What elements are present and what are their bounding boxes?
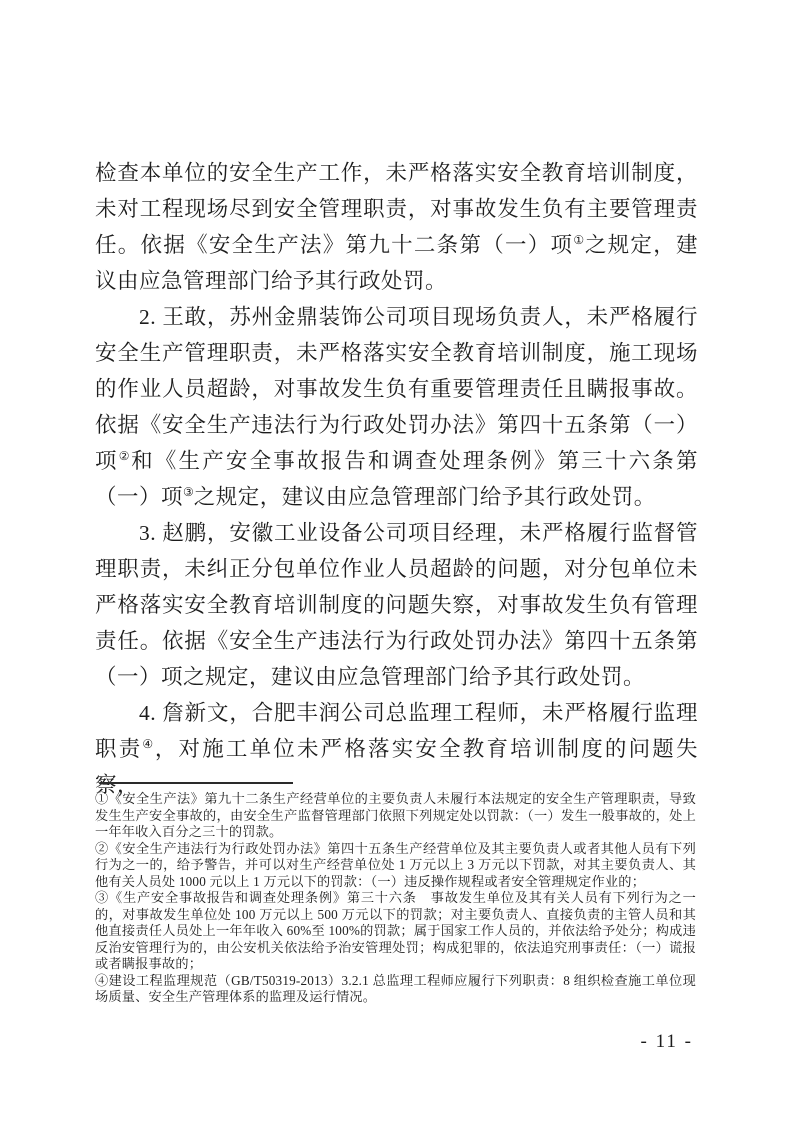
body-paragraph: 3. 赵鹏，安徽工业设备公司项目经理，未严格履行监督管理职责，未纠正分包单位作业人员超龄的问题，对分包单位未严格落实安全教育培训制度的问题失察，对事故发生负有管理责任。依据《安全生产违法行为行政处罚办法》第四十五条第（一）项之规定，建议由应急管理部门给予其行政处罚。 xyxy=(95,521,698,689)
footnote: ①《安全生产法》第九十二条生产经营单位的主要负责人未履行本法规定的安全生产管理职责，导致发生生产安全事故的，由安全生产监督管理部门依照下列规定处以罚款：（一）发生一般事故的，处上一年年收入百分之三十的罚款。 xyxy=(95,791,696,839)
footnote: ④建设工程监理规范（GB/T50319-2013）3.2.1 总监理工程师应履行下列职责：8 组织检查施工单位现场质量、安全生产管理体系的监理及运行情况。 xyxy=(95,972,696,1004)
footnote-reference: ② xyxy=(118,448,132,463)
footnote-reference: ④ xyxy=(142,736,155,751)
page-number: - 11 - xyxy=(640,1031,693,1052)
footnote: ③《生产安全事故报告和调查处理条例》第三十六条 事故发生单位及其有关人员有下列行为之一的，对事故发生单位处 100 万元以上 500 万元以下的罚款；对主要负责人、直接负责的主管人员和其他直接责任人员处上一年年收入 60%至 100%的罚款；属于国家工作人员的，并依法给予处分；构成违反治安管理行为的，由公安机关依法给予治安管理处罚；构成犯罪的，依法追究刑事责任：（一）谎报或者瞒报事故的； xyxy=(95,890,696,971)
footnotes-list xyxy=(95,791,696,1006)
footnote: ②《安全生产违法行为行政处罚办法》第四十五条生产经营单位及其主要负责人或者其他人员有下列行为之一的，给予警告，并可以对生产经营单位处 1 万元以上 3 万元以下罚款，对其主要负责人、其他有关人员处 1000 元以上 1 万元以下的罚款：（一）违反操作规程或者安全管理规定作业的； xyxy=(95,840,696,889)
body-paragraph: 检查本单位的安全生产工作，未严格落实安全教育培训制度，未对工程现场尽到安全管理职责，对事故发生负有主要管理责任。依据《安全生产法》第九十二条第（一）项①之规定，建议由应急管理部门给予其行政处罚。 xyxy=(95,161,698,293)
footnotes-section xyxy=(95,782,696,1006)
footnote-separator xyxy=(100,782,293,784)
body-paragraph: 2. 王敢，苏州金鼎装饰公司项目现场负责人，未严格履行安全生产管理职责，未严格落实安全教育培训制度，施工现场的作业人员超龄，对事故发生负有重要管理责任且瞒报事故。依据《安全生产违法行为行政处罚办法》第四十五条第（一）项②和《生产安全事故报告和调查处理条例》第三十六条第（一）项③之规定，建议由应急管理部门给予其行政处罚。 xyxy=(95,305,698,509)
body-text xyxy=(95,155,698,803)
footnote-reference: ③ xyxy=(183,484,194,499)
footnote-reference: ① xyxy=(573,232,585,247)
body-paragraph: 4. 詹新文，合肥丰润公司总监理工程师，未严格履行监理职责④，对施工单位未严格落实安全教育培训制度的问题失察， xyxy=(95,701,698,797)
